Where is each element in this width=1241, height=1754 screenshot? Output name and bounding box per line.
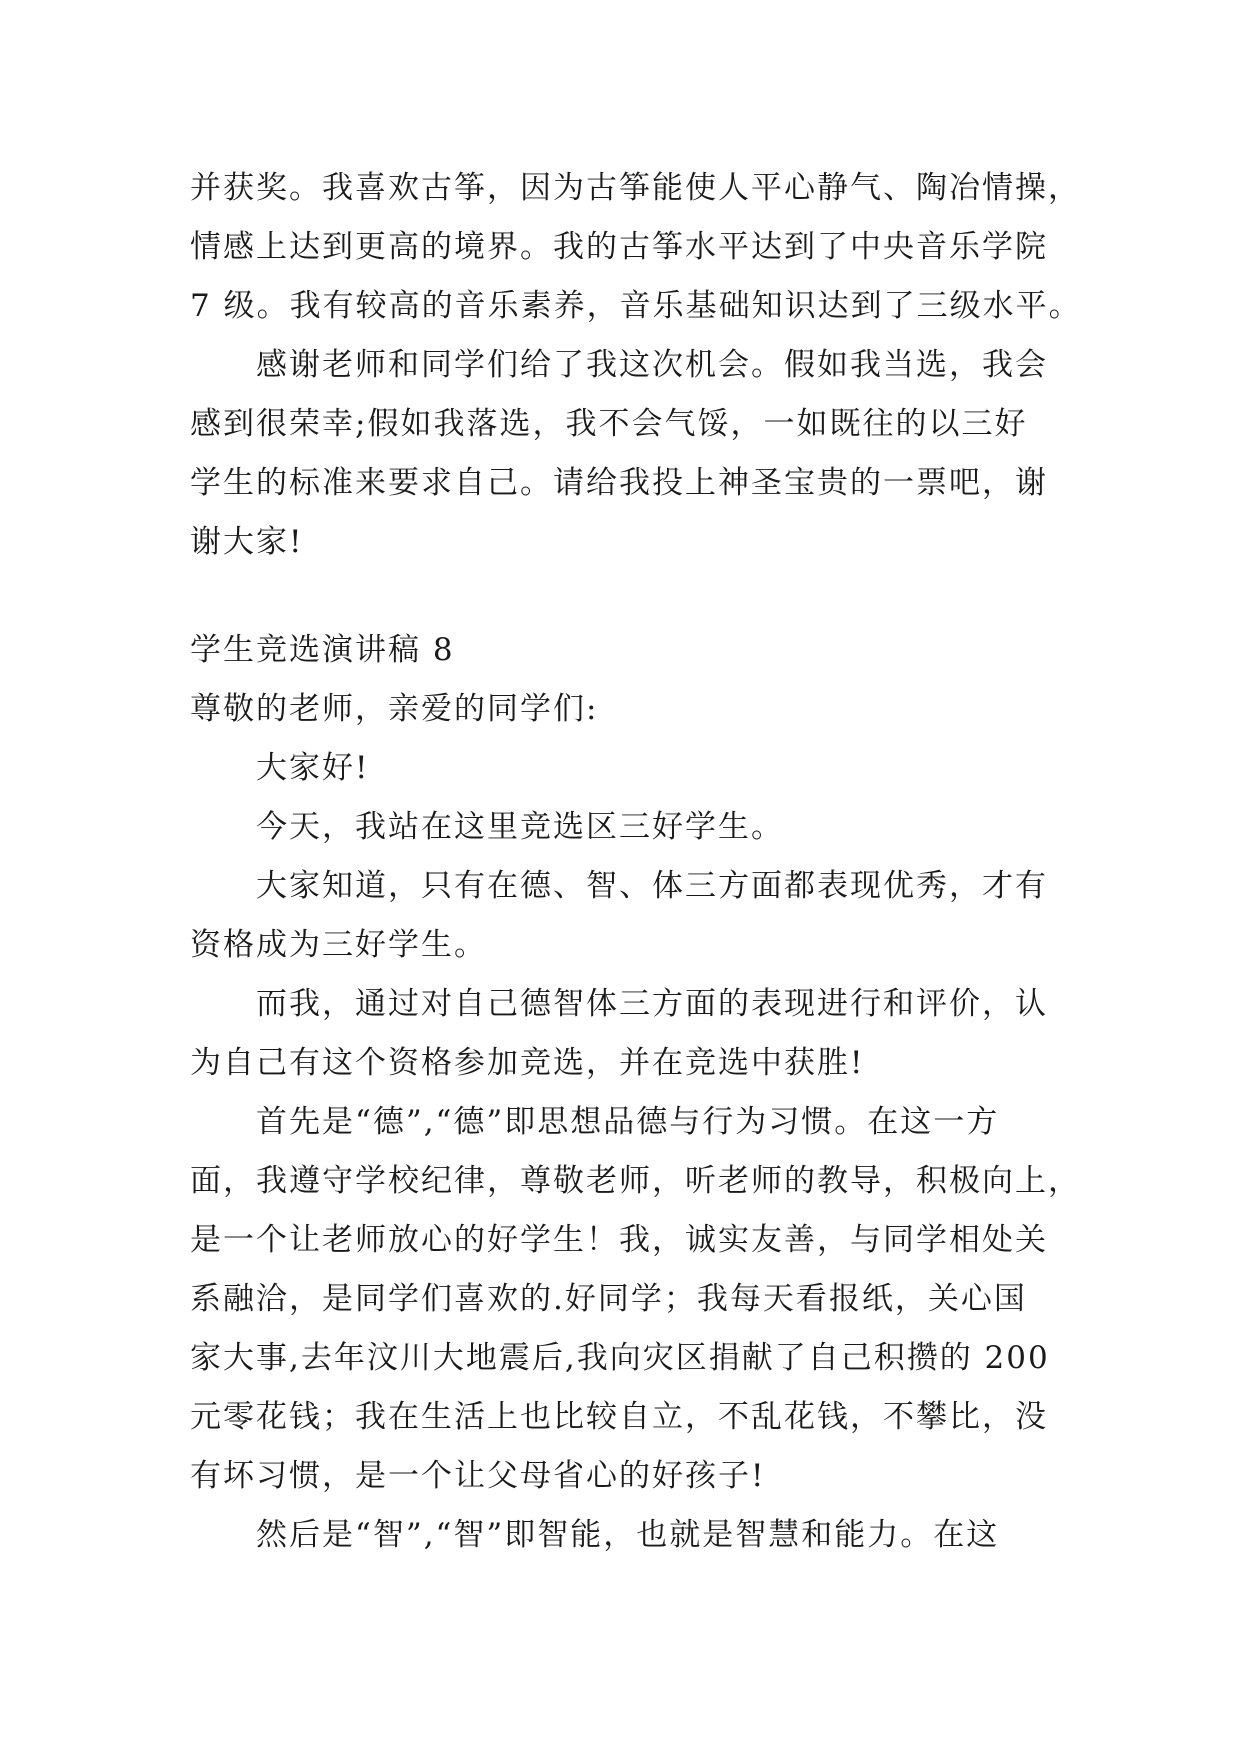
paragraph-line: 大家好! (256, 750, 370, 786)
paragraph-line: 并获奖。我喜欢古筝，因为古筝能使人平心静气、陶冶情操， (190, 170, 1081, 206)
paragraph-line: 谢大家! (190, 524, 304, 560)
paragraph-line: 元零花钱；我在生活上也比较自立，不乱花钱，不攀比，没 (190, 1399, 1048, 1435)
paragraph-line: 感到很荣幸;假如我落选，我不会气馁，一如既往的以三好 (190, 406, 1028, 442)
paragraph-line: 大家知道，只有在德、智、体三方面都表现优秀，才有 (256, 868, 1048, 904)
paragraph-line: 7 级。我有较高的音乐素养，音乐基础知识达到了三级水平。 (190, 288, 1082, 324)
paragraph-line: 学生的标准来要求自己。请给我投上神圣宝贵的一票吧，谢 (190, 465, 1048, 501)
paragraph-line: 家大事,去年汶川大地震后,我向灾区捐献了自己积攒的 200 (190, 1340, 1050, 1376)
paragraph-line: 感谢老师和同学们给了我这次机会。假如我当选，我会 (256, 347, 1048, 383)
paragraph-line: 然后是“智”,“智”即智能，也就是智慧和能力。在这 (256, 1517, 1000, 1553)
paragraph-line: 为自己有这个资格参加竞选，并在竞选中获胜! (190, 1045, 865, 1081)
paragraph-line: 面，我遵守学校纪律，尊敬老师，听老师的教导，积极向上， (190, 1163, 1081, 1199)
paragraph-line: 是一个让老师放心的好学生！我，诚实友善，与同学相处关 (190, 1222, 1048, 1258)
paragraph-line: 今天，我站在这里竞选区三好学生。 (256, 809, 784, 845)
paragraph-line: 系融洽，是同学们喜欢的.好同学；我每天看报纸，关心国 (190, 1281, 1027, 1317)
salutation: 尊敬的老师，亲爱的同学们: (190, 691, 599, 727)
paragraph-line: 有坏习惯，是一个让父母省心的好孩子! (190, 1458, 766, 1494)
section-title: 学生竞选演讲稿 8 (190, 632, 455, 668)
paragraph-line: 资格成为三好学生。 (190, 927, 487, 963)
paragraph-line: 首先是“德”,“德”即思想品德与行为习惯。在这一方 (256, 1104, 1000, 1140)
paragraph-line: 而我，通过对自己德智体三方面的表现进行和评价，认 (256, 986, 1048, 1022)
paragraph-line: 情感上达到更高的境界。我的古筝水平达到了中央音乐学院 (190, 229, 1048, 265)
